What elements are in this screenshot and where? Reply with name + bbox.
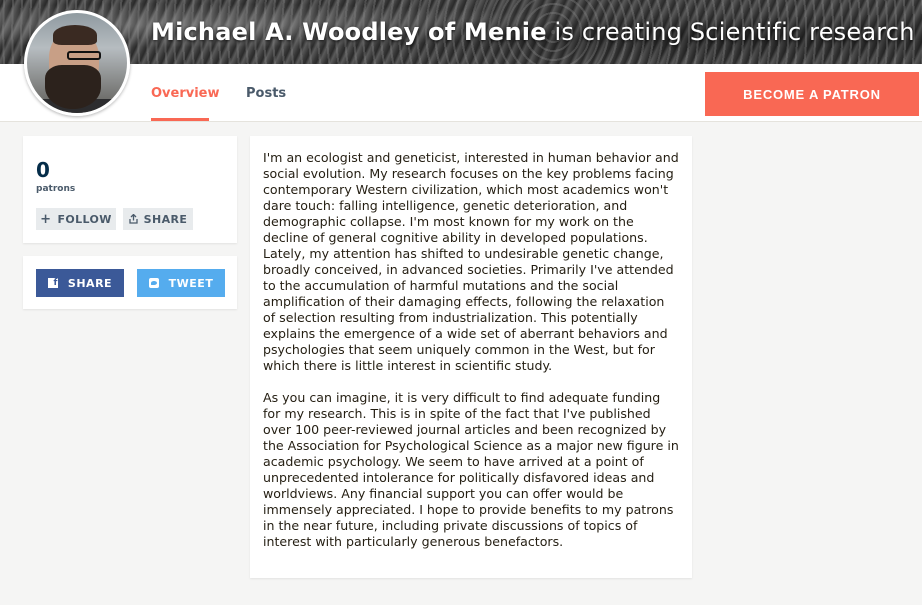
twitter-icon — [149, 278, 159, 288]
avatar[interactable] — [24, 10, 130, 116]
follow-label: FOLLOW — [57, 212, 112, 226]
patron-count: 0 — [36, 158, 50, 182]
creator-name[interactable]: Michael A. Woodley of Menie — [151, 18, 547, 46]
creator-tagline: is creating Scientific research — [546, 18, 915, 46]
about-section — [250, 136, 692, 578]
patron-count-label: patrons — [36, 184, 76, 194]
share-icon — [129, 214, 138, 224]
facebook-share-button[interactable] — [36, 269, 124, 297]
nav-bar — [0, 64, 922, 122]
about-paragraph: I'm an ecologist and geneticist, interested in human behavior and social evolution. My research focuses on the key problems facing contemporary Western civilization, which most academics won't dare touch: falling intelligence, genetic deterioration, and demographic collapse. I'm most known for my work on the decline of general cognitive ability in developed populations. Lately, my attention has shifted to undesirable genetic change, broadly conceived, in advanced societies. Primarily I've attended to the accumulation of harmful mutations and the social amplification of their damaging effects, following the relaxation of selection resulting from industrialization. This potentially explains the emergence of a wide set of aberrant behaviors and psychologies that seem uniquely common in the West, but for which there is little interest in scientific study. — [263, 150, 679, 373]
become-patron-button[interactable]: BECOME A PATRON — [705, 72, 919, 116]
facebook-share-label: SHARE — [67, 276, 113, 290]
page-title — [151, 18, 915, 46]
patron-stats-card — [23, 136, 237, 243]
tab-overview[interactable]: Overview — [151, 86, 220, 101]
tweet-label: TWEET — [168, 276, 214, 290]
plus-icon: + — [40, 211, 52, 227]
follow-button[interactable] — [36, 208, 116, 230]
tab-posts[interactable]: Posts — [246, 86, 287, 101]
social-share-card — [23, 256, 237, 309]
tweet-button[interactable] — [137, 269, 225, 297]
facebook-icon: f — [48, 278, 58, 288]
about-paragraph: As you can imagine, it is very difficult to find adequate funding for my research. This is in spite of the fact that I've published over 100 peer-reviewed journal articles and been recognized by the Association for Psychological Science as a major new figure in academic psychology. We seem to have arrived at a point of unprecedented intolerance for politically disfavored ideas and worldviews. Any financial support you can offer would be immensely appreciated. I hope to provide benefits to my patrons in the near future, including private discussions of topics of interest with particularly generous benefactors. — [263, 390, 679, 549]
share-button[interactable] — [123, 208, 193, 230]
tab-active-underline — [151, 118, 209, 121]
share-label: SHARE — [143, 212, 188, 226]
header-banner — [0, 0, 922, 64]
